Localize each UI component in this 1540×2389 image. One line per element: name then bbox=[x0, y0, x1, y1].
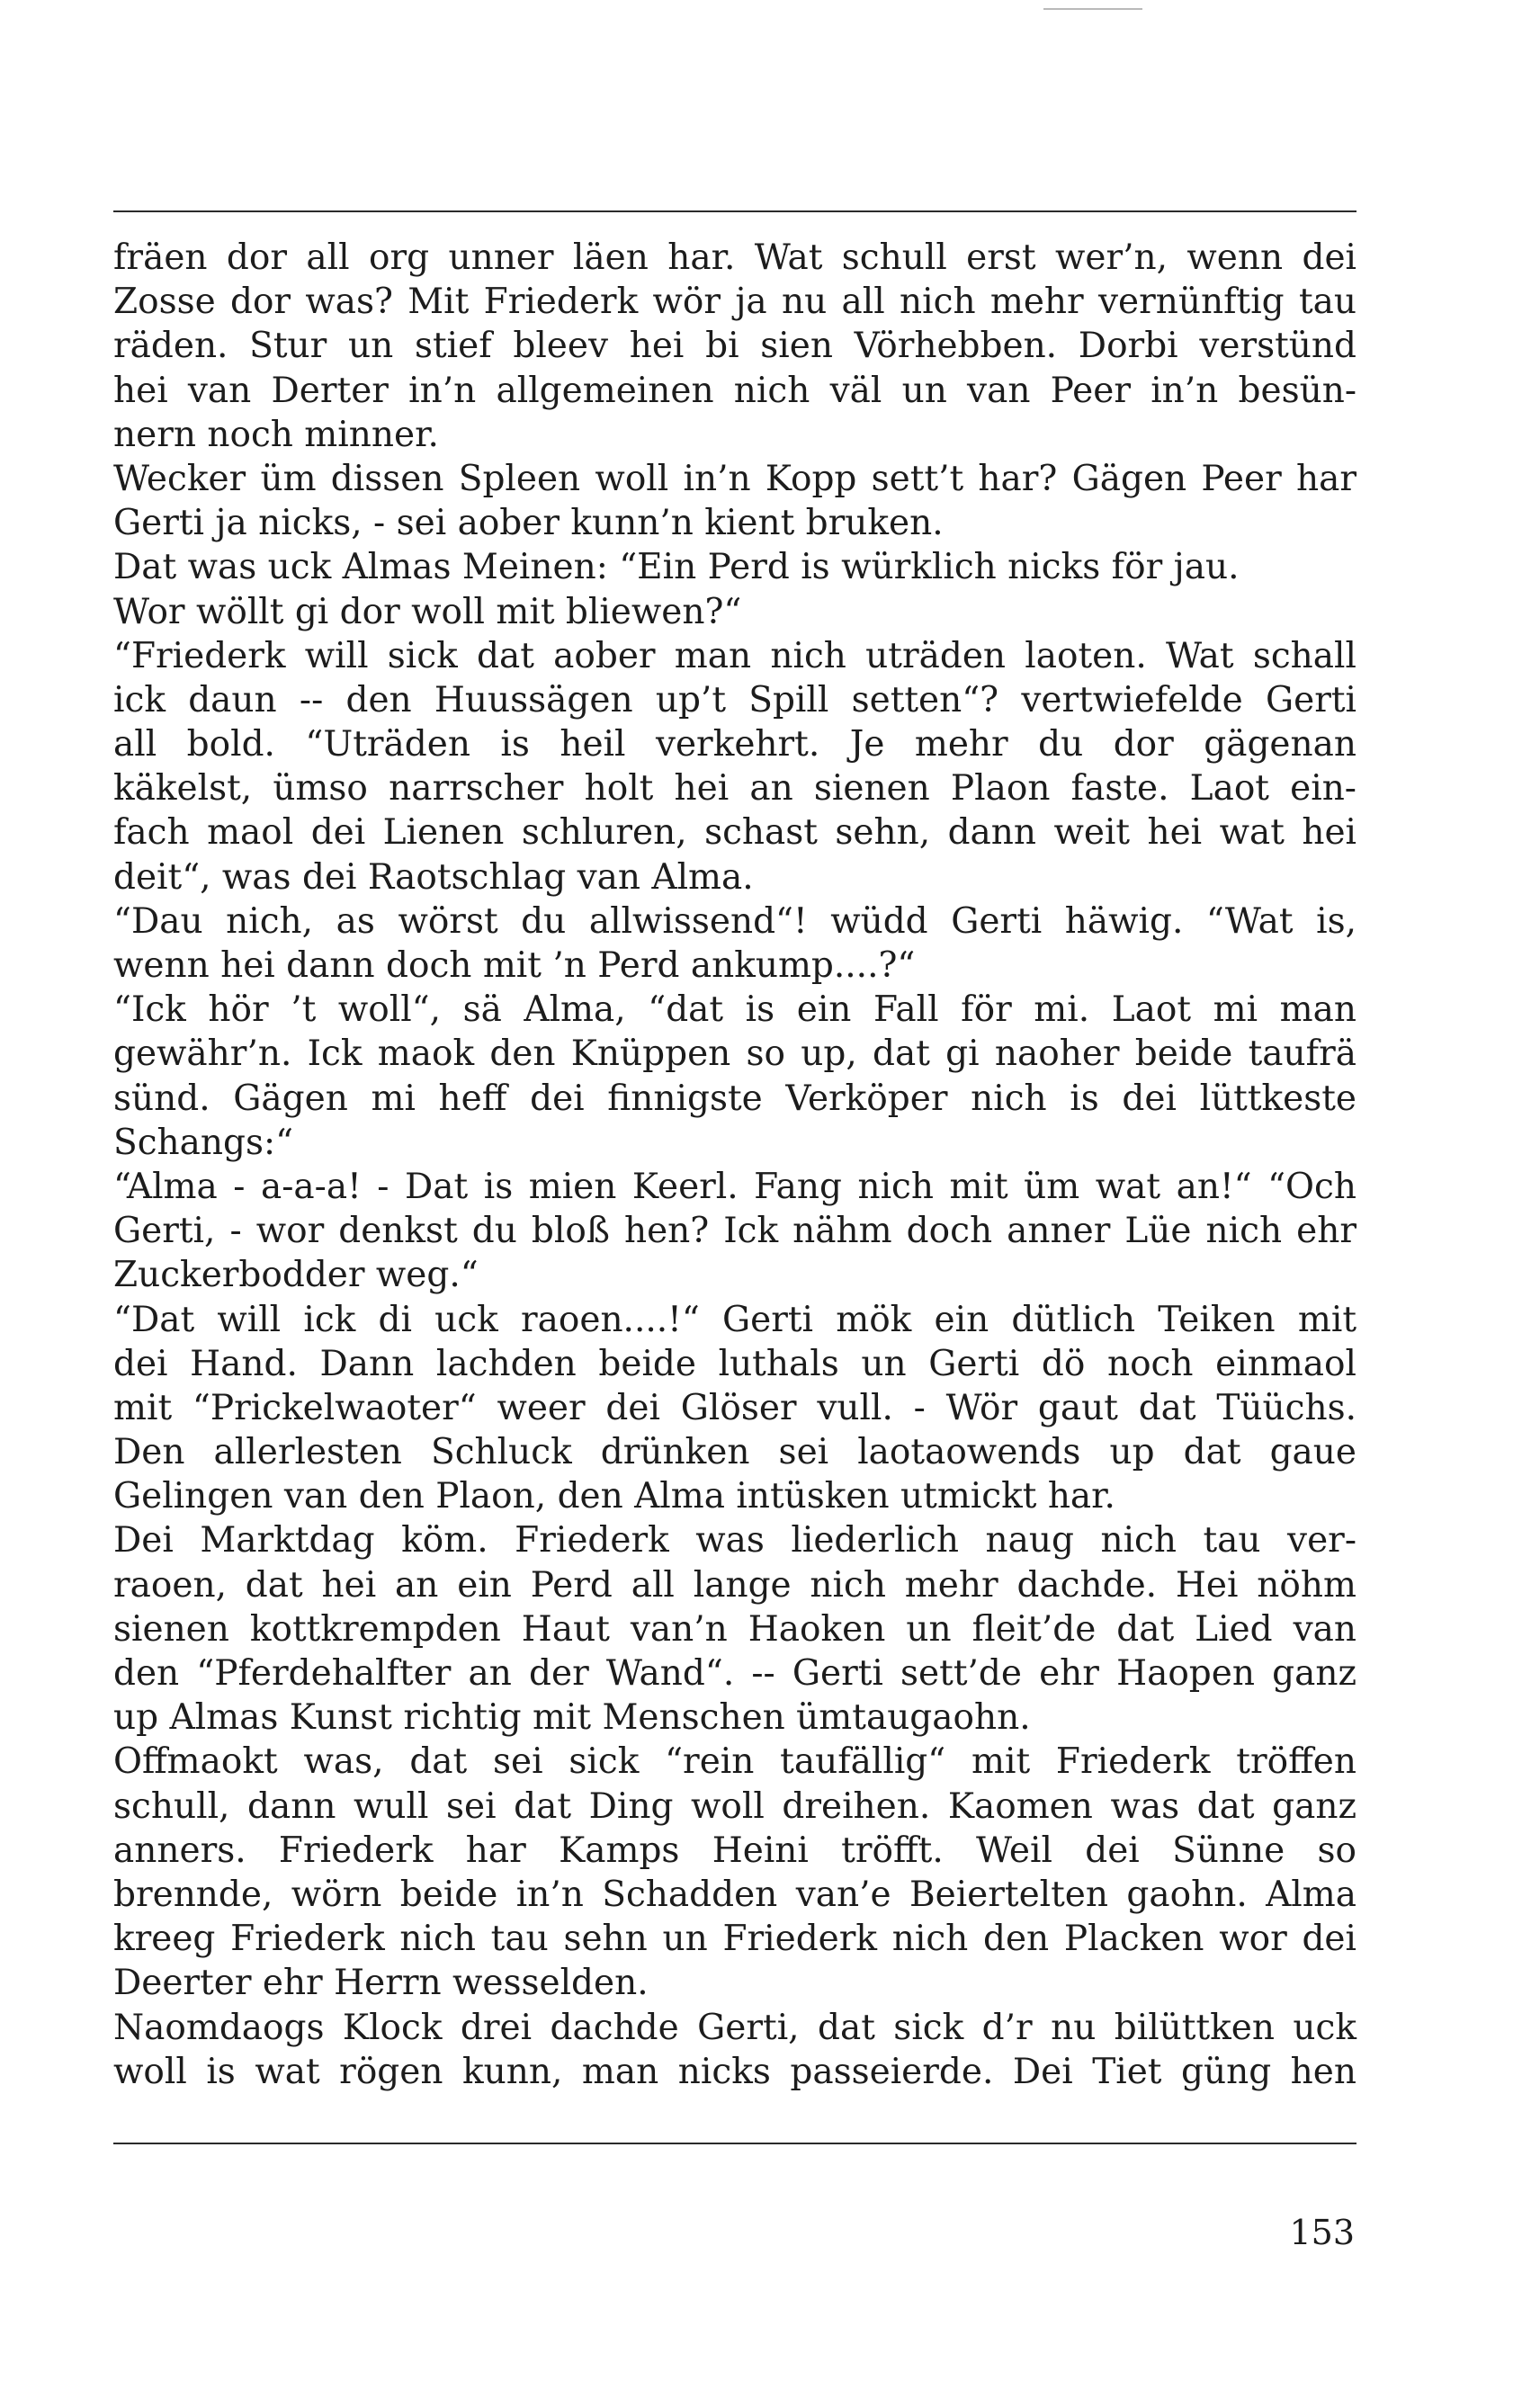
text-line: fach maol dei Lienen schluren, schast sehn, dann weit hei wat hei bbox=[113, 812, 1356, 854]
text-line: “Friederk will sick dat aober man nich uträden laoten. Wat schall bbox=[113, 635, 1356, 676]
text-line: “Ick hör ’t woll“, sä Alma, “dat is ein Fall för mi. Laot mi man bbox=[113, 989, 1356, 1031]
text-line: ick daun -- den Huussägen up’t Spill setten“? vertwiefelde Gerti bbox=[113, 679, 1356, 720]
text-line: anners. Friederk har Kamps Heini tröfft. Weil dei Sünne so bbox=[113, 1830, 1356, 1871]
text-line: mit “Prickelwaoter“ weer dei Glöser vull. - Wör gaut dat Tüüchs. bbox=[113, 1387, 1356, 1428]
text-line: käkelst, ümso narrscher holt hei an sienen Plaon faste. Laot ein- bbox=[113, 768, 1356, 810]
bottom-rule bbox=[113, 2143, 1356, 2144]
text-line: schull, dann wull sei dat Ding woll dreihen. Kaomen was dat ganz bbox=[113, 1785, 1356, 1827]
text-line: Naomdaogs Klock drei dachde Gerti, dat sick d’r nu bilüttken uck bbox=[113, 2007, 1356, 2048]
text-line: up Almas Kunst richtig mit Menschen ümtaugaohn. bbox=[113, 1697, 1031, 1739]
text-line: all bold. “Uträden is heil verkehrt. Je mehr du dor gägenan bbox=[113, 724, 1356, 765]
text-line: Gerti ja nicks, - sei aober kunn’n kient bruken. bbox=[113, 503, 944, 544]
text-line: Deerter ehr Herrn wesselden. bbox=[113, 1963, 649, 2004]
text-line: sünd. Gägen mi heff dei finnigste Verköper nich is dei lüttkeste bbox=[113, 1078, 1356, 1119]
text-line: Dat was uck Almas Meinen: “Ein Perd is würklich nicks för jau. bbox=[113, 547, 1240, 588]
text-line: “Dau nich, as wörst du allwissend“! wüdd Gerti häwig. “Wat is, bbox=[113, 900, 1356, 942]
text-line: Gelingen van den Plaon, den Alma intüsken utmickt har. bbox=[113, 1476, 1115, 1517]
text-line: gewähr’n. Ick maok den Knüppen so up, dat gi naoher beide taufrä bbox=[113, 1033, 1356, 1075]
text-line: fräen dor all org unner läen har. Wat schull erst wer’n, wenn dei bbox=[113, 237, 1356, 278]
text-line: hei van Derter in’n allgemeinen nich väl un van Peer in’n besün- bbox=[113, 370, 1356, 411]
text-line: Offmaokt was, dat sei sick “rein taufällig“ mit Friederk tröffen bbox=[113, 1741, 1356, 1783]
text-line: Wor wöllt gi dor woll mit bliewen?“ bbox=[113, 591, 742, 632]
top-rule bbox=[113, 210, 1356, 212]
text-line: kreeg Friederk nich tau sehn un Friederk nich den Placken wor dei bbox=[113, 1919, 1356, 1960]
text-line: den “Pferdehalfter an der Wand“. -- Gerti sett’de ehr Haopen ganz bbox=[113, 1653, 1356, 1694]
text-line: nern noch minner. bbox=[113, 414, 439, 455]
body-text bbox=[113, 236, 1356, 2094]
text-line: Zosse dor was? Mit Friederk wör ja nu all nich mehr vernünftig tau bbox=[113, 282, 1356, 323]
text-line: Schangs:“ bbox=[113, 1122, 294, 1163]
text-line: “Alma - a-a-a! - Dat is mien Keerl. Fang nich mit üm wat an!“ “Och bbox=[113, 1166, 1356, 1207]
text-line: Den allerlesten Schluck drünken sei laotaowends up dat gaue bbox=[113, 1432, 1356, 1473]
text-line: brennde, wörn beide in’n Schadden van’e Beiertelten gaohn. Alma bbox=[113, 1874, 1356, 1915]
text-line: dei Hand. Dann lachden beide luthals un Gerti dö noch einmaol bbox=[113, 1343, 1356, 1384]
scan-artifact-line bbox=[1043, 8, 1142, 10]
text-line: deit“, was dei Raotschlag van Alma. bbox=[113, 856, 754, 898]
text-line: raoen, dat hei an ein Perd all lange nich mehr dachde. Hei nöhm bbox=[113, 1564, 1356, 1606]
text-line: Gerti, - wor denkst du bloß hen? Ick nähm doch anner Lüe nich ehr bbox=[113, 1211, 1356, 1252]
text-line: sienen kottkrempden Haut van’n Haoken un fleit’de dat Lied van bbox=[113, 1608, 1356, 1650]
text-line: wenn hei dann doch mit ’n Perd ankump....?“ bbox=[113, 945, 916, 986]
text-line: räden. Stur un stief bleev hei bi sien Vörhebben. Dorbi verstünd bbox=[113, 326, 1356, 367]
page-number: 153 bbox=[1289, 2213, 1355, 2252]
text-line: Dei Marktdag köm. Friederk was liederlich naug nich tau ver- bbox=[113, 1520, 1356, 1561]
text-line: “Dat will ick di uck raoen....!“ Gerti mök ein dütlich Teiken mit bbox=[113, 1299, 1356, 1340]
text-line: Zuckerbodder weg.“ bbox=[113, 1255, 479, 1296]
text-line: woll is wat rögen kunn, man nicks passeierde. Dei Tiet güng hen bbox=[113, 2051, 1356, 2092]
text-line: Wecker üm dissen Spleen woll in’n Kopp sett’t har? Gägen Peer har bbox=[113, 458, 1356, 499]
